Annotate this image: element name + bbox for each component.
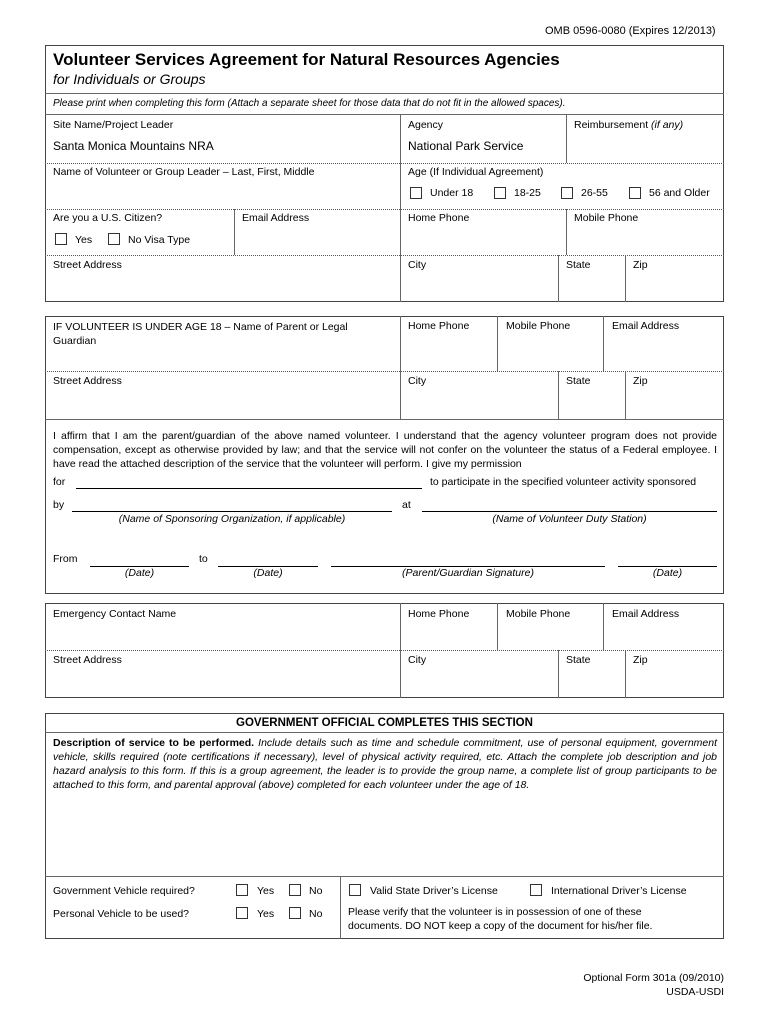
state-label: State <box>566 259 591 271</box>
service-description: Description of service to be performed. Include details such as time and schedule commitment, use of personal equipment, government vehicle, skills required (note certifications if necessary), level of physical activity required, etc. Attach the complete job description and job hazard analysis to this form. If this is a group agreement, the leader is to provide the group name, a complete list of group participants to be attached to this form, and parental approval (above) completed for each volunteer under the age of 18. <box>53 737 718 791</box>
personal-vehicle-yes-label: Yes <box>257 908 275 920</box>
age-option-label: 26-55 <box>581 187 608 199</box>
personal-vehicle-yes-checkbox[interactable] <box>236 907 248 919</box>
street-address-label: Street Address <box>53 259 122 271</box>
intl-license-label: International Driver’s License <box>551 885 687 897</box>
duty-station-caption: (Name of Volunteer Duty Station) <box>492 513 647 525</box>
to-date-caption: (Date) <box>253 567 283 579</box>
gov-vehicle-no-checkbox[interactable] <box>289 884 301 896</box>
sponsoring-org-caption: (Name of Sponsoring Organization, if applicable) <box>118 513 346 525</box>
form-title: Volunteer Services Agreement for Natural Resources Agencies <box>53 50 560 69</box>
signature-date-caption: (Date) <box>652 567 683 579</box>
guardian-email-label: Email Address <box>612 320 680 332</box>
site-name-label: Site Name/Project Leader <box>53 119 174 131</box>
verify-documents-note: Please verify that the volunteer is in possession of one of these documents. DO NOT keep a copy of the document for his/her file. <box>348 906 653 932</box>
guardian-mobile-phone-label: Mobile Phone <box>506 320 571 332</box>
age-option-label: 18-25 <box>514 187 541 199</box>
age-18-25-checkbox[interactable] <box>494 187 506 199</box>
intl-license-checkbox[interactable] <box>530 884 542 896</box>
participate-text: to participate in the specified volunteer activity sponsored <box>430 476 697 488</box>
citizen-yes-checkbox[interactable] <box>55 233 67 245</box>
personal-vehicle-label: Personal Vehicle to be used? <box>53 908 190 920</box>
age-label: Age (If Individual Agreement) <box>408 166 544 178</box>
state-license-label: Valid State Driver’s License <box>370 885 498 897</box>
home-phone-label: Home Phone <box>408 212 470 224</box>
guardian-name-label: IF VOLUNTEER IS UNDER AGE 18 – Name of Parent or Legal Guardian <box>53 321 348 347</box>
at-label: at <box>402 499 411 511</box>
volunteer-name-line[interactable] <box>76 488 422 489</box>
by-label: by <box>53 499 65 511</box>
emergency-zip-label: Zip <box>633 654 648 666</box>
gov-vehicle-yes-checkbox[interactable] <box>236 884 248 896</box>
emergency-street-label: Street Address <box>53 654 122 666</box>
age-option-label: 56 and Older <box>649 187 710 199</box>
mobile-phone-label: Mobile Phone <box>574 212 639 224</box>
guardian-home-phone-label: Home Phone <box>408 320 470 332</box>
form-subtitle: for Individuals or Groups <box>53 71 206 87</box>
service-description-heading: Description of service to be performed. <box>53 737 255 749</box>
emergency-email-label: Email Address <box>612 608 680 620</box>
emergency-mobile-phone-label: Mobile Phone <box>506 608 571 620</box>
age-under-18-checkbox[interactable] <box>410 187 422 199</box>
from-date-caption: (Date) <box>124 567 155 579</box>
emergency-name-label: Emergency Contact Name <box>53 608 177 620</box>
emergency-state-label: State <box>566 654 591 666</box>
site-name-value[interactable]: Santa Monica Mountains NRA <box>53 139 214 153</box>
guardian-affirmation: I affirm that I am the parent/guardian of the above named volunteer. I understand that the agency volunteer program does not provide compensation, except as otherwise provided by law; and that the service will not confer on the volunteer the status of a Federal employee. I have read the attached description of the service that the volunteer will perform. I give my permission <box>53 430 717 470</box>
agency-label: Agency <box>408 119 444 131</box>
guardian-street-label: Street Address <box>53 375 122 387</box>
omb-number: OMB 0596-0080 (Expires 12/2013) <box>545 25 716 37</box>
no-visa-type-label: No Visa Type <box>128 234 191 246</box>
citizen-yes-label: Yes <box>75 234 93 246</box>
duty-station-line[interactable] <box>422 511 717 512</box>
guardian-state-label: State <box>566 375 591 387</box>
email-label: Email Address <box>242 212 310 224</box>
sponsoring-org-line[interactable] <box>72 511 392 512</box>
footer-agency: USDA-USDI <box>666 986 724 998</box>
citizen-label: Are you a U.S. Citizen? <box>53 212 163 224</box>
to-label: to <box>199 553 208 565</box>
agency-value[interactable]: National Park Service <box>408 139 524 153</box>
form-number: Optional Form 301a (09/2010) <box>583 972 724 984</box>
age-56-older-checkbox[interactable] <box>629 187 641 199</box>
gov-vehicle-label: Government Vehicle required? <box>53 885 195 897</box>
age-option-label: Under 18 <box>430 187 474 199</box>
for-label: for <box>53 476 66 488</box>
state-license-checkbox[interactable] <box>349 884 361 896</box>
gov-vehicle-no-label: No <box>309 885 323 897</box>
gov-vehicle-yes-label: Yes <box>257 885 275 897</box>
signature-caption: (Parent/Guardian Signature) <box>402 567 534 579</box>
no-visa-type-checkbox[interactable] <box>108 233 120 245</box>
guardian-city-label: City <box>408 375 427 387</box>
from-label: From <box>53 553 78 565</box>
age-26-55-checkbox[interactable] <box>561 187 573 199</box>
volunteer-name-label: Name of Volunteer or Group Leader – Last, First, Middle <box>53 166 315 178</box>
government-heading: GOVERNMENT OFFICIAL COMPLETES THIS SECTION <box>236 717 533 729</box>
emergency-city-label: City <box>408 654 427 666</box>
reimbursement-label: Reimbursement (if any) <box>574 119 684 131</box>
city-label: City <box>408 259 427 271</box>
emergency-home-phone-label: Home Phone <box>408 608 470 620</box>
personal-vehicle-no-label: No <box>309 908 323 920</box>
personal-vehicle-no-checkbox[interactable] <box>289 907 301 919</box>
print-instruction: Please print when completing this form (Attach a separate sheet for those data that do not fit in the allowed spaces). <box>53 98 566 109</box>
guardian-zip-label: Zip <box>633 375 648 387</box>
zip-label: Zip <box>633 259 648 271</box>
